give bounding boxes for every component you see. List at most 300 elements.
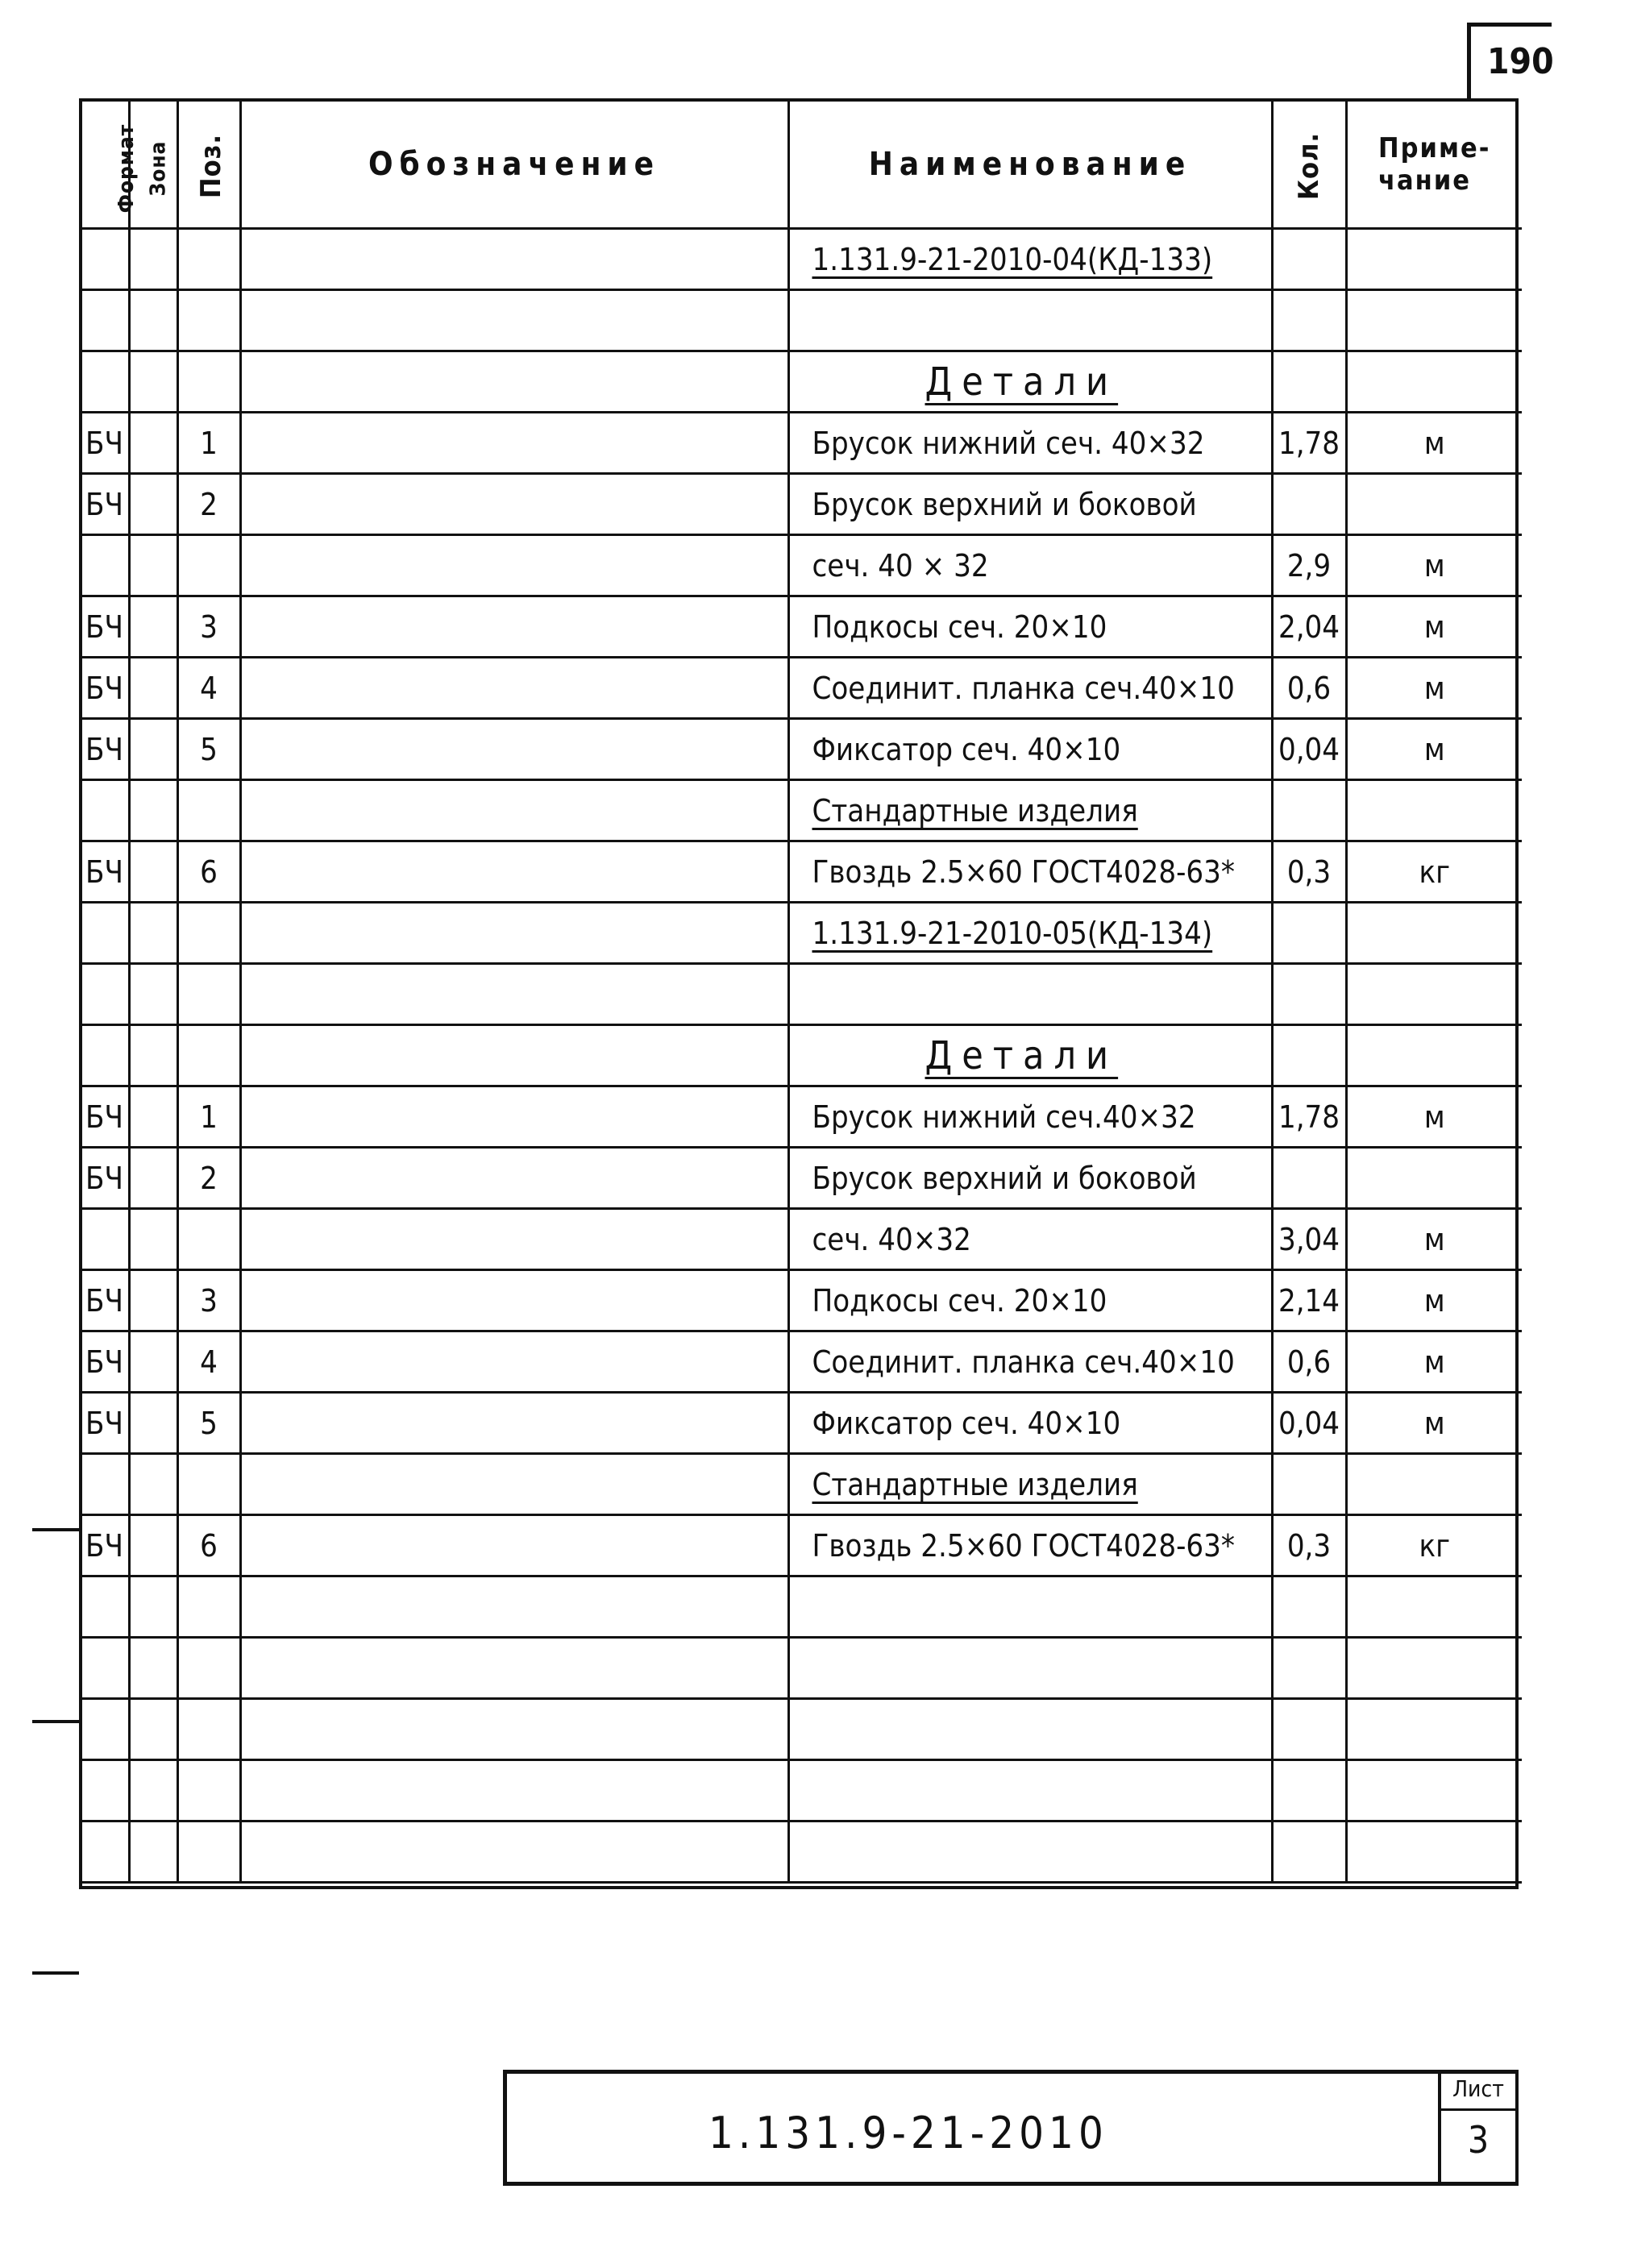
designation-cell: [240, 1086, 788, 1148]
name-cell-text: Подкосы сеч. 20×10: [812, 609, 1107, 645]
table-row: [82, 535, 1522, 596]
format-cell: [82, 1576, 129, 1638]
note-cell-text: кг: [1419, 854, 1451, 890]
name-cell: [788, 229, 1272, 290]
position-cell-text: 6: [200, 854, 218, 890]
zone-cell: [129, 1086, 177, 1148]
position-cell: [177, 1515, 240, 1576]
note-cell: [1346, 1148, 1522, 1209]
position-cell: [177, 1638, 240, 1699]
position-cell: [177, 658, 240, 719]
name-cell: [788, 1821, 1272, 1883]
format-cell-text: БЧ: [85, 1282, 123, 1319]
table-row: [82, 290, 1522, 351]
format-cell: [82, 1454, 129, 1515]
note-cell: [1346, 658, 1522, 719]
zone-cell: [129, 841, 177, 903]
quantity-cell-text: 2,9: [1286, 547, 1332, 584]
name-cell: [788, 841, 1272, 903]
position-cell: [177, 1576, 240, 1638]
position-cell-text: 2: [200, 486, 218, 522]
note-cell: [1346, 596, 1522, 658]
note-cell: [1346, 841, 1522, 903]
note-cell-text: м: [1423, 1344, 1445, 1380]
format-cell: [82, 596, 129, 658]
note-cell: [1346, 474, 1522, 535]
format-cell: [82, 535, 129, 596]
designation-cell: [240, 1025, 788, 1086]
note-cell: [1346, 351, 1522, 413]
designation-cell: [240, 1760, 788, 1821]
name-cell-text: 1.131.9-21-2010-04(КД-133): [812, 241, 1213, 277]
table-row: [82, 1148, 1522, 1209]
format-cell: [82, 841, 129, 903]
note-cell: [1346, 903, 1522, 964]
quantity-cell-text: 0,6: [1286, 1344, 1332, 1380]
header-pos: Поз.: [177, 102, 240, 229]
format-cell: [82, 1699, 129, 1760]
quantity-cell-text: 2,04: [1278, 609, 1340, 645]
designation-cell: [240, 474, 788, 535]
position-cell: [177, 1393, 240, 1454]
designation-cell: [240, 964, 788, 1025]
format-cell-text: БЧ: [85, 1405, 123, 1441]
position-cell: [177, 535, 240, 596]
quantity-cell: [1272, 719, 1346, 780]
name-cell-text: 1.131.9-21-2010-05(КД-134): [812, 915, 1213, 951]
quantity-cell-text: 2,14: [1278, 1282, 1340, 1319]
designation-cell: [240, 719, 788, 780]
quantity-cell: [1272, 1209, 1346, 1270]
table-row: [82, 964, 1522, 1025]
position-cell: [177, 290, 240, 351]
quantity-cell: [1272, 1025, 1346, 1086]
format-cell: [82, 1515, 129, 1576]
format-cell-text: БЧ: [85, 854, 123, 890]
zone-cell: [129, 964, 177, 1025]
note-cell-text: м: [1423, 425, 1445, 461]
format-cell: [82, 719, 129, 780]
note-cell-text: м: [1423, 1282, 1445, 1319]
quantity-cell: [1272, 413, 1346, 474]
name-cell-text: Брусок верхний и боковой: [812, 1160, 1197, 1196]
quantity-cell: [1272, 1760, 1346, 1821]
note-cell: [1346, 1821, 1522, 1883]
quantity-cell: [1272, 964, 1346, 1025]
margin-tick: [32, 1971, 79, 1975]
format-cell: [82, 658, 129, 719]
position-cell: [177, 1148, 240, 1209]
position-cell: [177, 474, 240, 535]
sheet-box: [1438, 2070, 1519, 2186]
designation-cell: [240, 1393, 788, 1454]
position-cell-text: 2: [200, 1160, 218, 1196]
zone-cell: [129, 1209, 177, 1270]
zone-cell: [129, 290, 177, 351]
note-cell-text: м: [1423, 1221, 1445, 1257]
quantity-cell: [1272, 1454, 1346, 1515]
name-cell: [788, 658, 1272, 719]
zone-cell: [129, 413, 177, 474]
position-cell-text: 4: [200, 670, 218, 706]
designation-cell: [240, 229, 788, 290]
name-cell-text: Фиксатор сеч. 40×10: [812, 1405, 1121, 1441]
position-cell: [177, 903, 240, 964]
zone-cell: [129, 596, 177, 658]
name-cell: [788, 719, 1272, 780]
designation-cell: [240, 413, 788, 474]
note-cell: [1346, 1576, 1522, 1638]
header-note: Приме- чание: [1346, 102, 1522, 229]
table-row: [82, 1760, 1522, 1821]
format-cell-text: БЧ: [85, 609, 123, 645]
name-cell: [788, 1270, 1272, 1331]
table-row: [82, 1025, 1522, 1086]
designation-cell: [240, 1454, 788, 1515]
table-row: [82, 780, 1522, 841]
zone-cell: [129, 1821, 177, 1883]
designation-cell: [240, 535, 788, 596]
name-cell: [788, 1393, 1272, 1454]
sheet-label: Лист: [1441, 2070, 1515, 2111]
name-cell: [788, 351, 1272, 413]
position-cell: [177, 1086, 240, 1148]
position-cell-text: 6: [200, 1527, 218, 1564]
quantity-cell: [1272, 841, 1346, 903]
format-cell: [82, 1638, 129, 1699]
zone-cell: [129, 1270, 177, 1331]
position-cell: [177, 1760, 240, 1821]
designation-cell: [240, 903, 788, 964]
name-cell-text: Детали: [925, 359, 1119, 405]
name-cell-text: Стандартные изделия: [812, 1466, 1138, 1502]
zone-cell: [129, 474, 177, 535]
corner-number-text: 190: [1487, 41, 1554, 82]
quantity-cell-text: 0,3: [1286, 1527, 1332, 1564]
name-cell: [788, 413, 1272, 474]
note-cell: [1346, 1638, 1522, 1699]
quantity-cell: [1272, 1148, 1346, 1209]
zone-cell: [129, 1515, 177, 1576]
position-cell-text: 3: [200, 1282, 218, 1319]
name-cell-text: Подкосы сеч. 20×10: [812, 1282, 1107, 1319]
position-cell: [177, 351, 240, 413]
name-cell: [788, 964, 1272, 1025]
position-cell: [177, 780, 240, 841]
position-cell: [177, 841, 240, 903]
name-cell-text: Соединит. планка сеч.40×10: [812, 1344, 1235, 1380]
quantity-cell-text: 0,04: [1278, 1405, 1340, 1441]
position-cell-text: 4: [200, 1344, 218, 1380]
quantity-cell: [1272, 1393, 1346, 1454]
designation-cell: [240, 290, 788, 351]
position-cell: [177, 964, 240, 1025]
position-cell: [177, 1331, 240, 1393]
note-cell: [1346, 1209, 1522, 1270]
header-qty: Кол.: [1272, 102, 1346, 229]
note-cell: [1346, 1454, 1522, 1515]
position-cell: [177, 413, 240, 474]
zone-cell: [129, 719, 177, 780]
format-cell: [82, 1148, 129, 1209]
table-row: [82, 1209, 1522, 1270]
position-cell-text: 3: [200, 609, 218, 645]
position-cell: [177, 229, 240, 290]
table-row: [82, 841, 1522, 903]
header-name: Наименование: [788, 102, 1272, 229]
name-cell: [788, 903, 1272, 964]
note-cell: [1346, 1515, 1522, 1576]
zone-cell: [129, 1638, 177, 1699]
zone-cell: [129, 1699, 177, 1760]
table-row: [82, 1270, 1522, 1331]
table-row: [82, 413, 1522, 474]
designation-cell: [240, 1515, 788, 1576]
note-cell: [1346, 1331, 1522, 1393]
format-cell: [82, 413, 129, 474]
designation-cell: [240, 1270, 788, 1331]
designation-cell: [240, 1821, 788, 1883]
zone-cell: [129, 1576, 177, 1638]
name-cell-text: Соединит. планка сеч.40×10: [812, 670, 1235, 706]
format-cell-text: БЧ: [85, 1527, 123, 1564]
format-cell-text: БЧ: [85, 486, 123, 522]
zone-cell: [129, 903, 177, 964]
table-row: [82, 1821, 1522, 1883]
note-cell: [1346, 413, 1522, 474]
margin-tick: [32, 1528, 79, 1531]
format-cell-text: БЧ: [85, 731, 123, 767]
position-cell: [177, 596, 240, 658]
format-cell: [82, 1393, 129, 1454]
designation-cell: [240, 1576, 788, 1638]
position-cell: [177, 1699, 240, 1760]
zone-cell: [129, 1331, 177, 1393]
format-cell-text: БЧ: [85, 425, 123, 461]
format-cell: [82, 964, 129, 1025]
quantity-cell: [1272, 1086, 1346, 1148]
name-cell: [788, 1086, 1272, 1148]
table-row: [82, 596, 1522, 658]
name-cell-text: Брусок верхний и боковой: [812, 486, 1197, 522]
position-cell: [177, 1821, 240, 1883]
format-cell: [82, 351, 129, 413]
format-cell: [82, 1025, 129, 1086]
format-cell: [82, 1821, 129, 1883]
note-cell: [1346, 290, 1522, 351]
zone-cell: [129, 229, 177, 290]
quantity-cell: [1272, 1699, 1346, 1760]
name-cell-text: Брусок нижний сеч.40×32: [812, 1099, 1196, 1135]
name-cell: [788, 1576, 1272, 1638]
document-code: 1.131.9-21-2010: [708, 2108, 1108, 2158]
name-cell: [788, 1515, 1272, 1576]
note-cell: [1346, 1086, 1522, 1148]
header-format: Формат: [82, 102, 129, 229]
note-cell: [1346, 1025, 1522, 1086]
note-cell: [1346, 964, 1522, 1025]
name-cell-text: сеч. 40×32: [812, 1221, 971, 1257]
name-cell-text: сеч. 40 × 32: [812, 547, 989, 584]
name-cell-text: Фиксатор сеч. 40×10: [812, 731, 1121, 767]
name-cell: [788, 1209, 1272, 1270]
designation-cell: [240, 1209, 788, 1270]
table-row: [82, 719, 1522, 780]
table-row: [82, 1086, 1522, 1148]
name-cell: [788, 1331, 1272, 1393]
note-cell-text: м: [1423, 670, 1445, 706]
designation-cell: [240, 841, 788, 903]
table-row: [82, 903, 1522, 964]
note-cell: [1346, 1760, 1522, 1821]
note-cell-text: кг: [1419, 1527, 1451, 1564]
name-cell: [788, 1454, 1272, 1515]
zone-cell: [129, 535, 177, 596]
note-cell: [1346, 535, 1522, 596]
name-cell: [788, 1025, 1272, 1086]
name-cell: [788, 1638, 1272, 1699]
specification-table: [82, 102, 1522, 1884]
quantity-cell: [1272, 474, 1346, 535]
position-cell-text: 5: [200, 731, 218, 767]
name-cell: [788, 1148, 1272, 1209]
table-row: [82, 474, 1522, 535]
quantity-cell-text: 3,04: [1278, 1221, 1340, 1257]
quantity-cell: [1272, 1515, 1346, 1576]
position-cell: [177, 1025, 240, 1086]
position-cell-text: 5: [200, 1405, 218, 1441]
zone-cell: [129, 1148, 177, 1209]
designation-cell: [240, 1331, 788, 1393]
name-cell: [788, 780, 1272, 841]
name-cell: [788, 535, 1272, 596]
quantity-cell: [1272, 351, 1346, 413]
position-cell: [177, 1209, 240, 1270]
specification-frame: [79, 98, 1519, 1889]
format-cell: [82, 474, 129, 535]
name-cell: [788, 1699, 1272, 1760]
quantity-cell: [1272, 596, 1346, 658]
table-row: [82, 1454, 1522, 1515]
header-zone: Зона: [129, 102, 177, 229]
name-cell: [788, 1760, 1272, 1821]
quantity-cell: [1272, 658, 1346, 719]
designation-cell: [240, 351, 788, 413]
format-cell: [82, 1086, 129, 1148]
name-cell: [788, 596, 1272, 658]
zone-cell: [129, 1025, 177, 1086]
note-cell: [1346, 1393, 1522, 1454]
note-cell: [1346, 1270, 1522, 1331]
zone-cell: [129, 780, 177, 841]
designation-cell: [240, 780, 788, 841]
name-cell-text: Брусок нижний сеч. 40×32: [812, 425, 1205, 461]
position-cell: [177, 1270, 240, 1331]
format-cell: [82, 1270, 129, 1331]
table-row: [82, 1638, 1522, 1699]
format-cell: [82, 1760, 129, 1821]
zone-cell: [129, 1454, 177, 1515]
position-cell-text: 1: [200, 1099, 218, 1135]
format-cell: [82, 780, 129, 841]
name-cell-text: Детали: [925, 1032, 1119, 1078]
quantity-cell: [1272, 903, 1346, 964]
quantity-cell: [1272, 1638, 1346, 1699]
designation-cell: [240, 658, 788, 719]
format-cell-text: БЧ: [85, 1099, 123, 1135]
quantity-cell: [1272, 1331, 1346, 1393]
name-cell-text: Стандартные изделия: [812, 792, 1138, 829]
zone-cell: [129, 658, 177, 719]
quantity-cell-text: 1,78: [1278, 1099, 1340, 1135]
table-row: [82, 1699, 1522, 1760]
note-cell-text: м: [1423, 1405, 1445, 1441]
zone-cell: [129, 1760, 177, 1821]
note-cell-text: м: [1423, 609, 1445, 645]
quantity-cell-text: 0,6: [1286, 670, 1332, 706]
format-cell-text: БЧ: [85, 1160, 123, 1196]
quantity-cell: [1272, 1821, 1346, 1883]
position-cell: [177, 719, 240, 780]
quantity-cell: [1272, 1270, 1346, 1331]
note-cell-text: м: [1423, 1099, 1445, 1135]
note-cell: [1346, 1699, 1522, 1760]
title-block: [503, 2070, 1519, 2186]
quantity-cell-text: 0,04: [1278, 731, 1340, 767]
format-cell: [82, 1331, 129, 1393]
format-cell: [82, 290, 129, 351]
name-cell-text: Гвоздь 2.5×60 ГОСТ4028-63*: [812, 1527, 1236, 1564]
table-row: [82, 229, 1522, 290]
format-cell-text: БЧ: [85, 670, 123, 706]
quantity-cell: [1272, 290, 1346, 351]
designation-cell: [240, 596, 788, 658]
designation-cell: [240, 1699, 788, 1760]
header-designation: Обозначение: [240, 102, 788, 229]
table-row: [82, 1331, 1522, 1393]
table-row: [82, 1515, 1522, 1576]
quantity-cell-text: 1,78: [1278, 425, 1340, 461]
format-cell: [82, 903, 129, 964]
designation-cell: [240, 1148, 788, 1209]
quantity-cell: [1272, 1576, 1346, 1638]
name-cell: [788, 290, 1272, 351]
quantity-cell-text: 0,3: [1286, 854, 1332, 890]
note-cell-text: м: [1423, 731, 1445, 767]
designation-cell: [240, 1638, 788, 1699]
name-cell: [788, 474, 1272, 535]
note-cell: [1346, 780, 1522, 841]
position-cell: [177, 1454, 240, 1515]
table-row: [82, 1576, 1522, 1638]
quantity-cell: [1272, 780, 1346, 841]
table-row: [82, 658, 1522, 719]
zone-cell: [129, 351, 177, 413]
name-cell-text: Гвоздь 2.5×60 ГОСТ4028-63*: [812, 854, 1236, 890]
zone-cell: [129, 1393, 177, 1454]
sheet-corner-number: [1467, 23, 1552, 99]
note-cell: [1346, 719, 1522, 780]
quantity-cell: [1272, 229, 1346, 290]
position-cell-text: 1: [200, 425, 218, 461]
sheet-number: 3: [1467, 2118, 1490, 2162]
table-row: [82, 1393, 1522, 1454]
format-cell-text: БЧ: [85, 1344, 123, 1380]
margin-tick: [32, 1720, 79, 1723]
table-row: [82, 351, 1522, 413]
quantity-cell: [1272, 535, 1346, 596]
note-cell-text: м: [1423, 547, 1445, 584]
